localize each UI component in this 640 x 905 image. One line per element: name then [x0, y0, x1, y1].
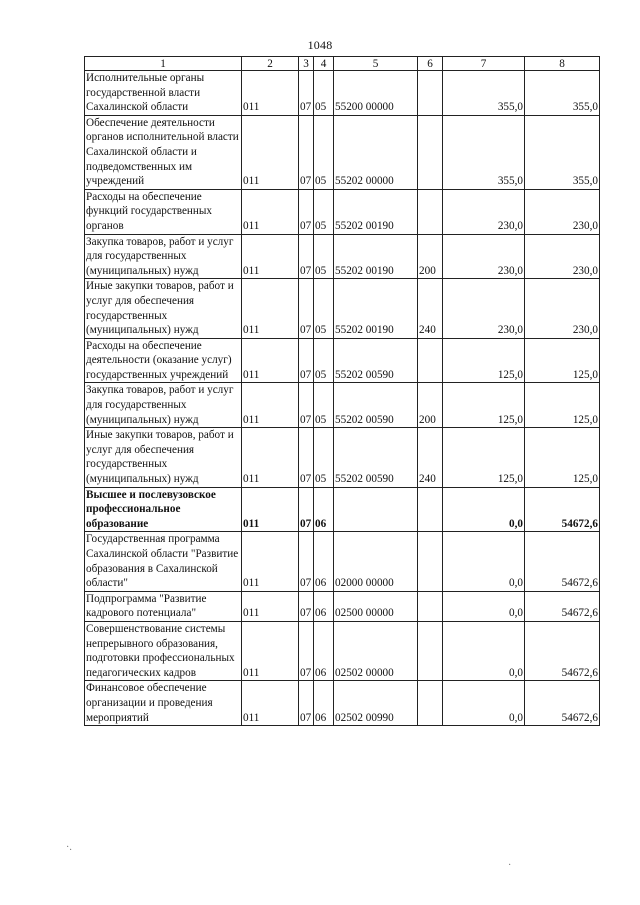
column-header-4: 4: [314, 57, 334, 71]
column-header-3: 3: [299, 57, 314, 71]
cell-col3: 07: [299, 338, 314, 383]
cell-col2: 011: [242, 591, 299, 621]
cell-col4: 06: [314, 532, 334, 591]
cell-col2: 011: [242, 383, 299, 428]
cell-col8: 54672,6: [525, 487, 600, 532]
table-row: [85, 621, 600, 680]
cell-col7: 125,0: [443, 383, 525, 428]
cell-col8: 54672,6: [525, 591, 600, 621]
cell-col4: 05: [314, 234, 334, 279]
cell-col6: 200: [418, 234, 443, 279]
cell-name: Обеспечение деятельности органов исполнительной власти Сахалинской области и подведомственных им учреждений: [85, 115, 242, 189]
table-row: [85, 487, 600, 532]
cell-col7: 230,0: [443, 189, 525, 234]
table-row: [85, 338, 600, 383]
cell-col3: 07: [299, 189, 314, 234]
column-header-1: 1: [85, 57, 242, 71]
cell-name: Исполнительные органы государственной власти Сахалинской области: [85, 71, 242, 116]
cell-col2: 011: [242, 189, 299, 234]
cell-col7: 230,0: [443, 234, 525, 279]
column-header-6: 6: [418, 57, 443, 71]
cell-col2: 011: [242, 621, 299, 680]
header-row: [85, 57, 600, 71]
cell-col5: 55202 00190: [334, 279, 418, 338]
cell-name: Закупка товаров, работ и услуг для государственных (муниципальных) нужд: [85, 234, 242, 279]
cell-col7: 355,0: [443, 71, 525, 116]
cell-col3: 07: [299, 279, 314, 338]
cell-col2: 011: [242, 115, 299, 189]
cell-col7: 230,0: [443, 279, 525, 338]
cell-col6: [418, 532, 443, 591]
cell-col3: 07: [299, 681, 314, 726]
cell-col7: 125,0: [443, 338, 525, 383]
cell-name: Финансовое обеспечение организации и проведения мероприятий: [85, 681, 242, 726]
cell-name: Иные закупки товаров, работ и услуг для обеспечения государственных (муниципальных) нужд: [85, 279, 242, 338]
cell-col5: 55202 00590: [334, 428, 418, 487]
cell-col5: 55202 00000: [334, 115, 418, 189]
cell-name: Высшее и послевузовское профессиональное образование: [85, 487, 242, 532]
cell-col5: 02502 00000: [334, 621, 418, 680]
cell-col2: 011: [242, 71, 299, 116]
cell-col6: 240: [418, 428, 443, 487]
table-row: [85, 681, 600, 726]
scan-speck: ·.: [66, 842, 72, 853]
page-number: 1048: [307, 38, 333, 52]
cell-col4: 05: [314, 189, 334, 234]
cell-col7: 0,0: [443, 681, 525, 726]
cell-col4: 05: [314, 383, 334, 428]
cell-col6: [418, 189, 443, 234]
cell-name: Совершенствование системы непрерывного образования, подготовки профессиональных педагогических кадров: [85, 621, 242, 680]
table-row: [85, 234, 600, 279]
table-row: [85, 115, 600, 189]
cell-col5: 55202 00590: [334, 338, 418, 383]
cell-col8: 54672,6: [525, 681, 600, 726]
cell-col6: [418, 487, 443, 532]
table-row: [85, 279, 600, 338]
cell-col7: 0,0: [443, 591, 525, 621]
cell-col6: [418, 681, 443, 726]
cell-col5: 55202 00190: [334, 189, 418, 234]
cell-col8: 54672,6: [525, 532, 600, 591]
cell-col4: 05: [314, 71, 334, 116]
cell-col4: 05: [314, 279, 334, 338]
table-row: [85, 591, 600, 621]
cell-col5: 55200 00000: [334, 71, 418, 116]
cell-col6: [418, 71, 443, 116]
cell-name: Подпрограмма "Развитие кадрового потенциала": [85, 591, 242, 621]
table-row: [85, 189, 600, 234]
cell-col3: 07: [299, 532, 314, 591]
cell-col8: 355,0: [525, 115, 600, 189]
scan-speck: ·: [508, 860, 512, 871]
cell-col4: 06: [314, 591, 334, 621]
cell-col6: [418, 591, 443, 621]
cell-col5: [334, 487, 418, 532]
cell-col5: 02000 00000: [334, 532, 418, 591]
cell-col2: 011: [242, 487, 299, 532]
cell-col4: 05: [314, 338, 334, 383]
cell-col3: 07: [299, 428, 314, 487]
cell-col4: 06: [314, 487, 334, 532]
cell-col4: 06: [314, 621, 334, 680]
cell-col4: 06: [314, 681, 334, 726]
table-row: [85, 428, 600, 487]
cell-col8: 125,0: [525, 338, 600, 383]
cell-col4: 05: [314, 115, 334, 189]
cell-col6: [418, 115, 443, 189]
column-header-8: 8: [525, 57, 600, 71]
column-header-5: 5: [334, 57, 418, 71]
cell-col6: 200: [418, 383, 443, 428]
cell-col3: 07: [299, 383, 314, 428]
cell-col8: 355,0: [525, 71, 600, 116]
table-row: [85, 383, 600, 428]
cell-col7: 0,0: [443, 532, 525, 591]
column-header-2: 2: [242, 57, 299, 71]
cell-col3: 07: [299, 71, 314, 116]
cell-col7: 0,0: [443, 487, 525, 532]
cell-col5: 02500 00000: [334, 591, 418, 621]
cell-name: Закупка товаров, работ и услуг для государственных (муниципальных) нужд: [85, 383, 242, 428]
cell-col3: 07: [299, 621, 314, 680]
table-row: [85, 532, 600, 591]
cell-col3: 07: [299, 115, 314, 189]
cell-name: Расходы на обеспечение деятельности (оказание услуг) государственных учреждений: [85, 338, 242, 383]
cell-col2: 011: [242, 338, 299, 383]
cell-col5: 55202 00590: [334, 383, 418, 428]
cell-col8: 230,0: [525, 189, 600, 234]
cell-col5: 55202 00190: [334, 234, 418, 279]
cell-name: Государственная программа Сахалинской области "Развитие образования в Сахалинской области": [85, 532, 242, 591]
cell-col5: 02502 00990: [334, 681, 418, 726]
column-header-7: 7: [443, 57, 525, 71]
cell-col8: 230,0: [525, 279, 600, 338]
cell-col6: [418, 338, 443, 383]
cell-col3: 07: [299, 487, 314, 532]
cell-col6: [418, 621, 443, 680]
cell-col2: 011: [242, 234, 299, 279]
cell-col8: 125,0: [525, 428, 600, 487]
cell-col7: 125,0: [443, 428, 525, 487]
cell-col4: 05: [314, 428, 334, 487]
cell-col8: 125,0: [525, 383, 600, 428]
cell-col7: 355,0: [443, 115, 525, 189]
cell-col2: 011: [242, 279, 299, 338]
cell-col2: 011: [242, 681, 299, 726]
cell-col7: 0,0: [443, 621, 525, 680]
cell-col2: 011: [242, 428, 299, 487]
cell-col8: 230,0: [525, 234, 600, 279]
cell-col3: 07: [299, 234, 314, 279]
cell-name: Расходы на обеспечение функций государственных органов: [85, 189, 242, 234]
budget-table: [84, 56, 600, 726]
cell-col8: 54672,6: [525, 621, 600, 680]
cell-col6: 240: [418, 279, 443, 338]
cell-col2: 011: [242, 532, 299, 591]
cell-name: Иные закупки товаров, работ и услуг для обеспечения государственных (муниципальных) нужд: [85, 428, 242, 487]
cell-col3: 07: [299, 591, 314, 621]
table-row: [85, 71, 600, 116]
table-body: [85, 57, 600, 726]
